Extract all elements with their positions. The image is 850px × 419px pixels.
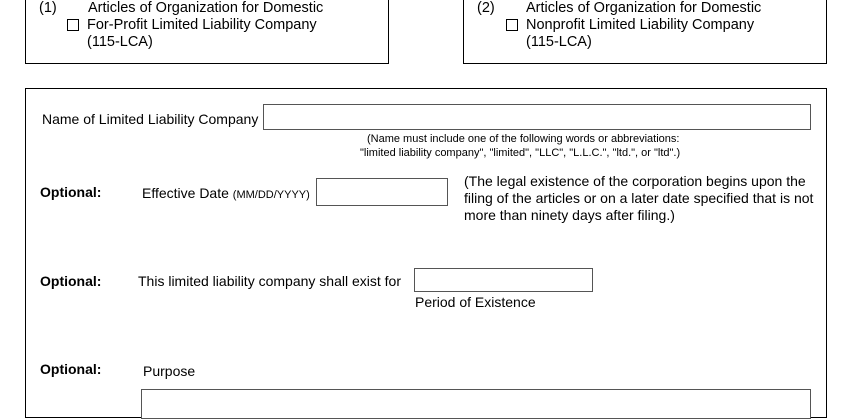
effective-date-label bbox=[142, 186, 310, 201]
period-of-existence-input[interactable] bbox=[414, 268, 593, 292]
option-form-code: (115-LCA) bbox=[526, 34, 592, 50]
option-title-line1: Articles of Organization for Domestic bbox=[88, 0, 324, 16]
optional-label: Optional: bbox=[40, 273, 102, 289]
effective-date-label-text: Effective Date bbox=[142, 185, 229, 201]
option-title-line2: For-Profit Limited Liability Company bbox=[87, 17, 317, 33]
effective-date-note-line1: (The legal existence of the corporation begins upon the bbox=[464, 173, 806, 189]
llc-name-note-line1: (Name must include one of the following words or abbreviations: bbox=[367, 133, 680, 145]
option-title-line1: Articles of Organization for Domestic bbox=[526, 0, 762, 16]
llc-name-input[interactable] bbox=[263, 104, 811, 130]
period-of-existence-caption: Period of Existence bbox=[415, 294, 536, 310]
llc-name-note-line2: "limited liability company", "limited", "LLC", "L.L.C.", "ltd.", or "ltd".) bbox=[360, 147, 681, 159]
option-form-code: (115-LCA) bbox=[87, 34, 153, 50]
purpose-input[interactable] bbox=[141, 389, 811, 419]
optional-label: Optional: bbox=[40, 361, 102, 377]
existence-label: This limited liability company shall exist for bbox=[138, 273, 401, 289]
nonprofit-checkbox[interactable] bbox=[506, 19, 518, 31]
optional-label: Optional: bbox=[40, 184, 102, 200]
llc-name-label: Name of Limited Liability Company bbox=[42, 111, 259, 127]
purpose-label: Purpose bbox=[143, 363, 196, 379]
option-title-line2: Nonprofit Limited Liability Company bbox=[526, 17, 755, 33]
for-profit-checkbox[interactable] bbox=[67, 19, 79, 31]
option-number: (1) bbox=[39, 0, 57, 16]
effective-date-note-line2: filing of the articles or on a later date specified that is not bbox=[464, 190, 814, 206]
date-format-hint: (MM/DD/YYYY) bbox=[232, 189, 310, 201]
effective-date-input[interactable] bbox=[316, 178, 448, 206]
effective-date-note-line3: more than ninety days after filing.) bbox=[464, 207, 675, 223]
option-number: (2) bbox=[477, 0, 495, 16]
